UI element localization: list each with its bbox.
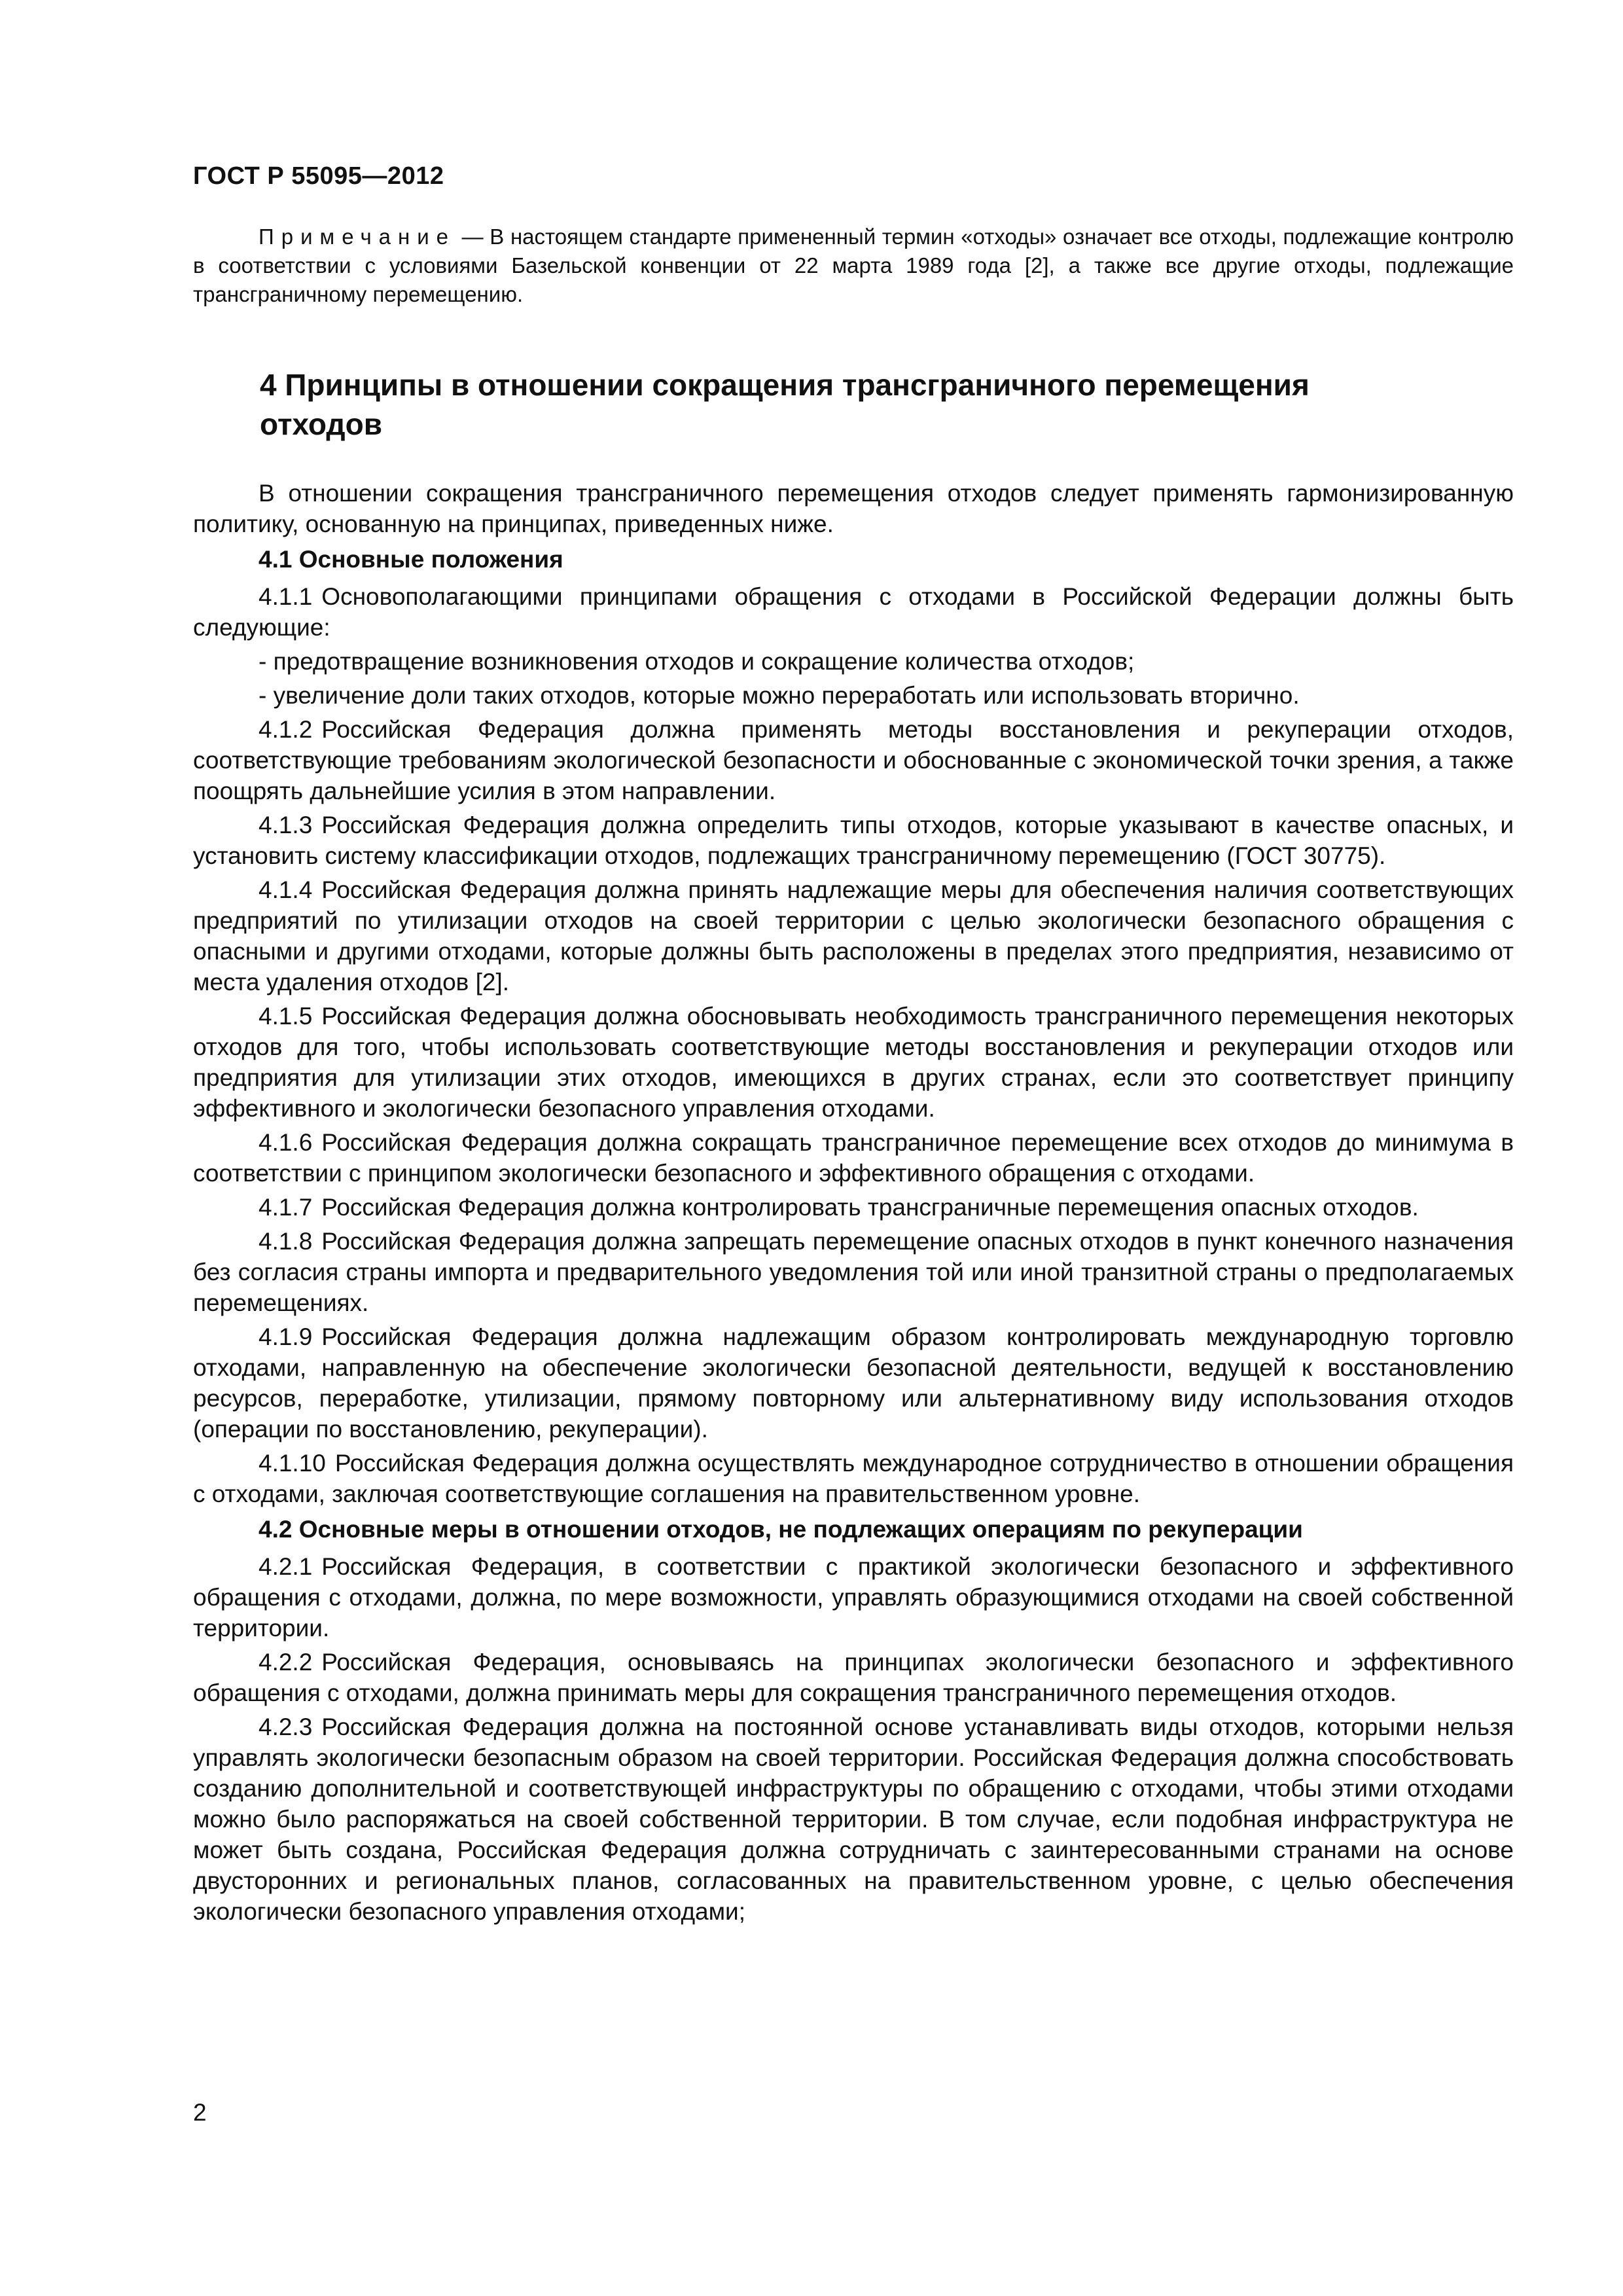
clause-4-2-3: [193, 1712, 1514, 1927]
clause-number: 4.2.3: [259, 1713, 313, 1740]
clause-text: Основополагающими принципами обращения с отходами в Российской Федерации должны быть следующие:: [193, 583, 1514, 641]
section-4-2-title: 4.2 Основные меры в отношении отходов, не подлежащих операциям по рекуперации: [259, 1516, 1303, 1543]
section-4-intro: В отношении сокращения трансграничного перемещения отходов следует применять гармонизированную политику, основанную на принципах, приведенных ниже.: [193, 480, 1514, 537]
clause-number: 4.1.4: [259, 876, 313, 903]
clause-number: 4.1.7: [259, 1194, 313, 1221]
clause-text: Российская Федерация должна обосновывать необходимость трансграничного перемещения некоторых отходов для того, чтобы использовать соответствующие методы восстановления и рекуперации отходов или предприятия для утилизации этих отходов, имеющихся в других странах, если это соответствует принципу эффективного и экологически безопасного управления отходами.: [193, 1003, 1514, 1122]
clause-number: 4.2.2: [259, 1649, 313, 1676]
clause-4-2-1: [193, 1551, 1514, 1643]
clause-number: 4.1.3: [259, 812, 313, 838]
clause-text: Российская Федерация должна осуществлять международное сотрудничество в отношении обращения с отходами, заключая соответствующие соглашения на правительственном уровне.: [193, 1450, 1514, 1507]
clause-4-1-1: [193, 581, 1514, 643]
clause-text: Российская Федерация должна запрещать перемещение опасных отходов в пункт конечного назначения без согласия страны импорта и предварительного уведомления той или иной транзитной страны о предполагаемых перемещениях.: [193, 1228, 1514, 1316]
clause-text: Российская Федерация должна определить типы отходов, которые указывают в качестве опасных, и установить систему классификации отходов, подлежащих трансграничному перемещению (ГОСТ 30775).: [193, 812, 1514, 869]
clause-number: 4.1.5: [259, 1003, 313, 1030]
clause-4-1-4: [193, 874, 1514, 997]
clause-4-1-2: [193, 714, 1514, 806]
clause-text: Российская Федерация должна сокращать трансграничное перемещение всех отходов до минимума в соответствии с принципом экологически безопасного и эффективного обращения с отходами.: [193, 1129, 1514, 1187]
clause-text: Российская Федерация должна надлежащим образом контролировать международную торговлю отходами, направленную на обеспечение экологически безопасной деятельности, ведущей к восстановлению ресурсов, переработке, утилизации, прямому повторному или альтернативному виду использования отходов (операции по восстановлению, рекуперации).: [193, 1323, 1514, 1443]
clause-number: 4.1.1: [259, 583, 313, 610]
list-item: - предотвращение возникновения отходов и сокращение количества отходов;: [259, 648, 1135, 675]
clause-number: 4.1.8: [259, 1228, 313, 1255]
clause-4-1-7: [193, 1192, 1514, 1223]
document-code-header: ГОСТ Р 55095—2012: [193, 162, 444, 190]
clause-4-1-9: [193, 1321, 1514, 1444]
clause-4-1-10: [193, 1448, 1514, 1509]
clause-number: 4.1.6: [259, 1129, 313, 1156]
clause-text: Российская Федерация должна принять надлежащие меры для обеспечения наличия соответствующих предприятий по утилизации отходов на своей территории с целью экологически безопасного обращения с опасными и другими отходами, которые должны быть расположены в пределах этого предприятия, независимо от места удаления отходов [2].: [193, 876, 1514, 996]
section-4-title: 4 Принципы в отношении сокращения трансграничного перемещения отходов: [260, 368, 1310, 441]
clause-number: 4.1.10: [259, 1450, 326, 1477]
clause-number: 4.1.2: [259, 716, 313, 743]
clause-4-1-5: [193, 1001, 1514, 1124]
note-text: — В настоящем стандарте примененный термин «отходы» означает все отходы, подлежащие контролю в соответствии с условиями Базельской конвенции от 22 марта 1989 года [2], а также все другие отходы, подлежащие трансграничному перемещению.: [193, 224, 1514, 306]
clause-text: Российская Федерация должна применять методы восстановления и рекуперации отходов, соответствующие требованиям экологической безопасности и обоснованные с экономической точки зрения, а также поощрять дальнейшие усилия в этом направлении.: [193, 716, 1514, 804]
clause-text: Российская Федерация, основываясь на принципах экологически безопасного и эффективного обращения с отходами, должна принимать меры для сокращения трансграничного перемещения отходов.: [193, 1649, 1514, 1706]
note-paragraph: [193, 223, 1514, 309]
clause-number: 4.2.1: [259, 1553, 313, 1580]
section-4-1-title: 4.1 Основные положения: [259, 546, 563, 573]
note-label: Примечание: [259, 224, 456, 249]
clause-number: 4.1.9: [259, 1323, 313, 1350]
clause-4-1-6: [193, 1127, 1514, 1189]
clause-4-1-8: [193, 1226, 1514, 1318]
clause-4-1-3: [193, 810, 1514, 871]
clause-text: Российская Федерация должна контролировать трансграничные перемещения опасных отходов.: [321, 1194, 1419, 1221]
clause-4-2-2: [193, 1647, 1514, 1708]
clause-text: Российская Федерация, в соответствии с практикой экологически безопасного и эффективного обращения с отходами, должна, по мере возможности, управлять образующимися отходами на своей собственной территории.: [193, 1553, 1514, 1641]
list-item: - увеличение доли таких отходов, которые можно переработать или использовать вторично.: [259, 682, 1300, 709]
page-number: 2: [193, 2099, 207, 2126]
page-body: [193, 223, 1514, 1930]
clause-text: Российская Федерация должна на постоянной основе устанавливать виды отходов, которыми нельзя управлять экологически безопасным образом на своей территории. Российская Федерация должна способствовать созданию дополнительной и соответствующей инфраструктуры по обращению с отходами, чтобы этими отходами можно было распоряжаться на своей собственной территории. В том случае, если подобная инфраструктура не может быть создана, Российская Федерация должна сотрудничать с заинтересованными странами на основе двусторонних и региональных планов, согласованных на правительственном уровне, с целью обеспечения экологически безопасного управления отходами;: [193, 1713, 1514, 1925]
